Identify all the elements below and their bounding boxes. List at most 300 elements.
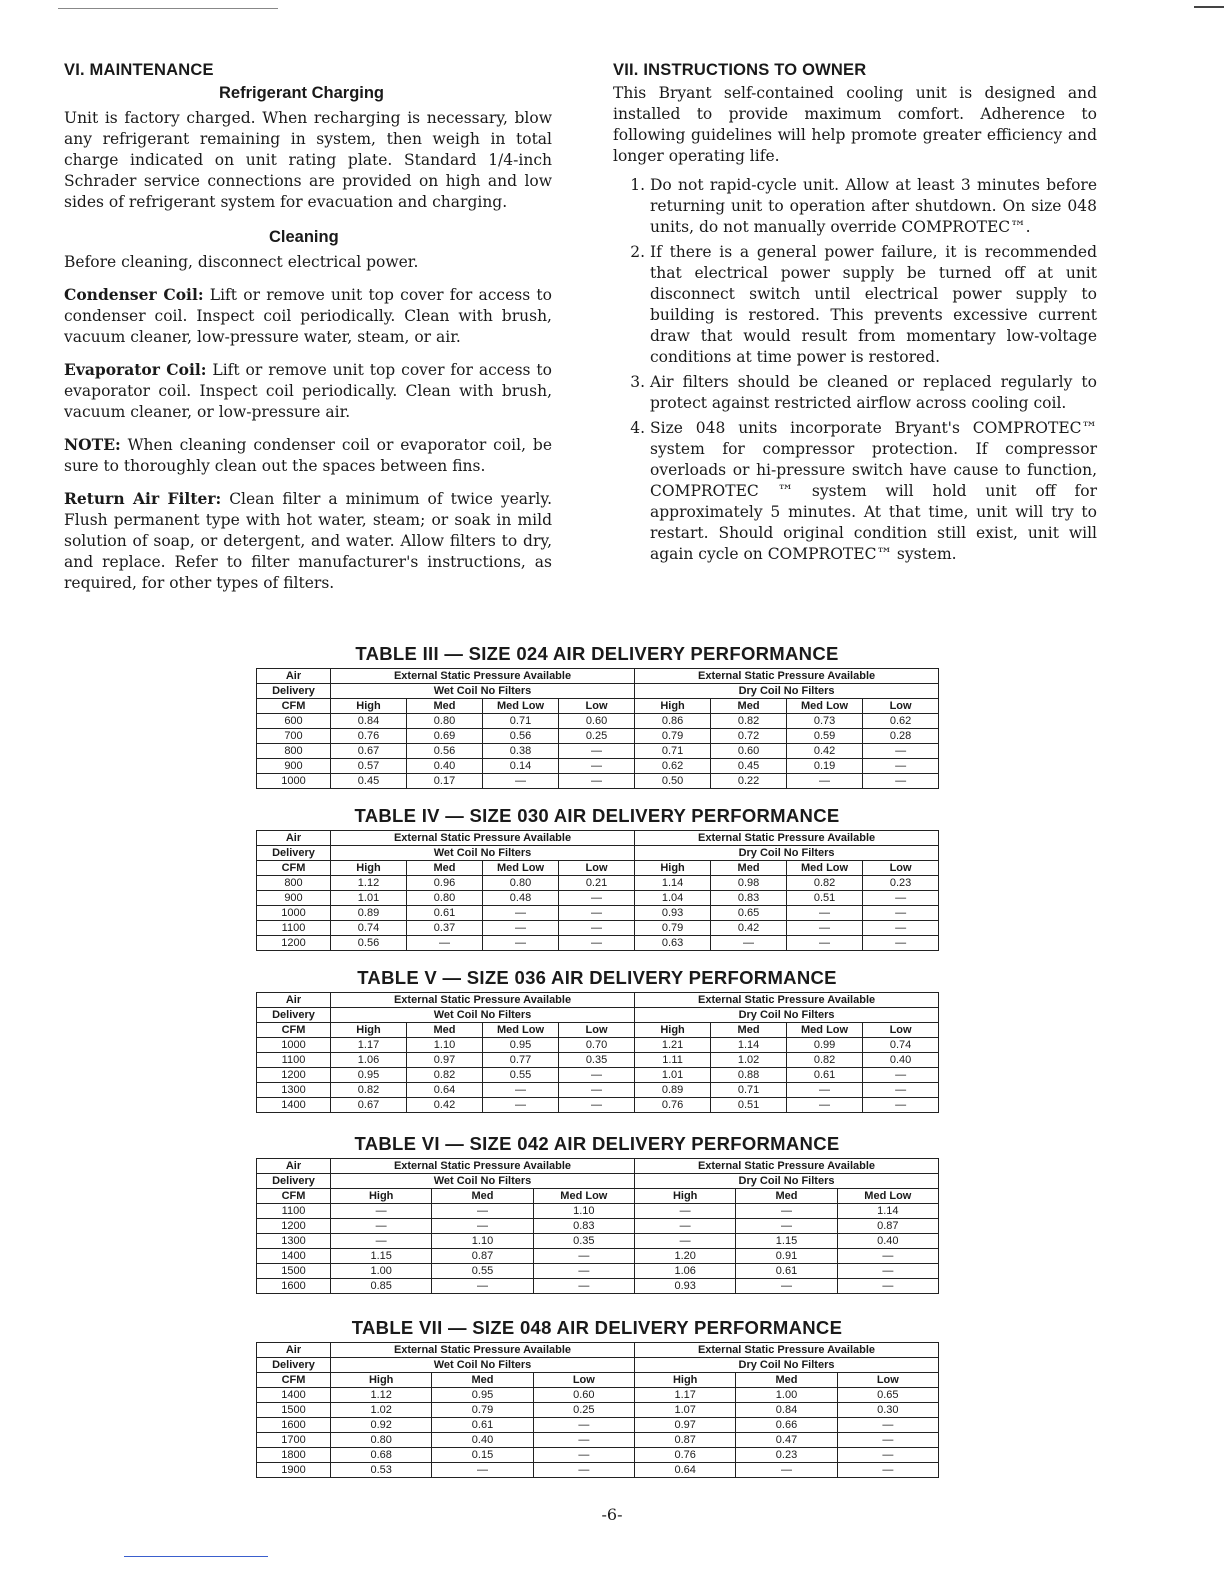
header-dry-coil: Dry Coil No Filters <box>635 846 939 861</box>
pressure-cell: — <box>863 744 939 759</box>
header-speed: Low <box>559 861 635 876</box>
pressure-cell: 0.64 <box>635 1463 736 1478</box>
header-row <box>257 861 939 876</box>
pressure-cell: — <box>837 1418 938 1433</box>
table-row <box>257 1068 939 1083</box>
pressure-cell: — <box>331 1219 432 1234</box>
filter-lead: Return Air Filter: <box>64 489 222 508</box>
header-speed: Med <box>711 861 787 876</box>
header-row <box>257 1358 939 1373</box>
pressure-cell: 1.14 <box>837 1204 938 1219</box>
pressure-cell: 1.01 <box>331 891 407 906</box>
pressure-cell: — <box>787 774 863 789</box>
header-dry-coil: Dry Coil No Filters <box>635 1358 939 1373</box>
pressure-cell: 0.60 <box>711 744 787 759</box>
pressure-cell: 0.67 <box>331 1098 407 1113</box>
pressure-cell: 0.76 <box>635 1098 711 1113</box>
header-speed: Med Low <box>483 1023 559 1038</box>
pressure-cell: 0.97 <box>635 1418 736 1433</box>
pressure-cell: 0.61 <box>736 1264 837 1279</box>
pressure-cell: 0.87 <box>635 1433 736 1448</box>
pressure-cell: 0.62 <box>635 759 711 774</box>
cfm-cell: 1500 <box>257 1403 331 1418</box>
table-row <box>257 1433 939 1448</box>
header-wet-coil: Wet Coil No Filters <box>331 1174 635 1189</box>
pressure-cell: 0.80 <box>407 714 483 729</box>
list-item: 3. Air filters should be cleaned or replaced regularly to protect against restricted airflow across cooling coil. <box>650 372 1097 414</box>
pressure-cell: 0.83 <box>711 891 787 906</box>
header-speed: Med Low <box>837 1189 938 1204</box>
pressure-cell: 0.60 <box>533 1388 634 1403</box>
header-speed: Med Low <box>483 861 559 876</box>
header-speed: Med Low <box>787 1023 863 1038</box>
condenser-lead: Condenser Coil: <box>64 285 204 304</box>
pressure-cell: — <box>863 1083 939 1098</box>
header-speed: Med Low <box>787 861 863 876</box>
pressure-cell: 0.22 <box>711 774 787 789</box>
note-paragraph <box>64 434 552 477</box>
header-speed: Low <box>863 1023 939 1038</box>
pressure-cell: 0.57 <box>331 759 407 774</box>
pressure-cell: — <box>483 1098 559 1113</box>
pressure-cell: 0.60 <box>559 714 635 729</box>
header-row <box>257 993 939 1008</box>
evaporator-paragraph <box>64 359 552 423</box>
header-air: Air <box>257 1159 331 1174</box>
pressure-cell: 0.15 <box>432 1448 533 1463</box>
table-row <box>257 1234 939 1249</box>
pressure-cell: — <box>533 1448 634 1463</box>
instructions-section <box>613 60 1097 569</box>
pressure-cell: 0.14 <box>483 759 559 774</box>
cfm-cell: 1000 <box>257 1038 331 1053</box>
pressure-cell: 0.42 <box>711 921 787 936</box>
pressure-cell: 0.70 <box>559 1038 635 1053</box>
header-speed: Low <box>863 861 939 876</box>
pressure-cell: — <box>863 921 939 936</box>
pressure-cell: 1.02 <box>711 1053 787 1068</box>
pressure-cell: — <box>331 1204 432 1219</box>
pressure-cell: 0.35 <box>533 1234 634 1249</box>
pressure-cell: 0.35 <box>559 1053 635 1068</box>
pressure-cell: 0.40 <box>863 1053 939 1068</box>
header-esp-dry: External Static Pressure Available <box>635 1159 939 1174</box>
header-row <box>257 1159 939 1174</box>
cfm-cell: 1200 <box>257 1219 331 1234</box>
pressure-cell: 1.12 <box>331 876 407 891</box>
scan-artifact-line <box>1194 6 1224 8</box>
pressure-cell: 0.48 <box>483 891 559 906</box>
header-delivery: Delivery <box>257 1008 331 1023</box>
pressure-cell: 1.15 <box>331 1249 432 1264</box>
table-row <box>257 1388 939 1403</box>
cfm-cell: 800 <box>257 876 331 891</box>
header-dry-coil: Dry Coil No Filters <box>635 1008 939 1023</box>
pressure-cell: — <box>736 1219 837 1234</box>
pressure-cell: — <box>559 1068 635 1083</box>
pressure-cell: — <box>533 1264 634 1279</box>
pressure-cell: 0.82 <box>787 1053 863 1068</box>
pressure-cell: 0.84 <box>736 1403 837 1418</box>
pressure-cell: 0.80 <box>331 1433 432 1448</box>
table-row <box>257 1418 939 1433</box>
table-title: TABLE III — SIZE 024 AIR DELIVERY PERFORMANCE <box>355 643 839 664</box>
header-row <box>257 1373 939 1388</box>
header-speed: Med <box>711 1023 787 1038</box>
header-speed: Low <box>533 1373 634 1388</box>
cfm-cell: 800 <box>257 744 331 759</box>
header-delivery: Delivery <box>257 1358 331 1373</box>
pressure-cell: — <box>711 936 787 951</box>
pressure-cell: 1.06 <box>331 1053 407 1068</box>
pressure-cell: 0.23 <box>736 1448 837 1463</box>
scan-artifact-line <box>58 8 278 9</box>
pressure-cell: — <box>533 1433 634 1448</box>
pressure-cell: 1.10 <box>432 1234 533 1249</box>
pressure-cell: 0.25 <box>533 1403 634 1418</box>
cleaning-intro: Before cleaning, disconnect electrical power. <box>64 253 419 271</box>
list-item: 2. If there is a general power failure, it is recommended that electrical power supply be turned off at unit disconnect switch until electrical power supply to building is restored. This prevents excessive current draw that would result from momentary low-voltage conditions at time power is restored. <box>650 242 1097 368</box>
pressure-cell: 0.19 <box>787 759 863 774</box>
pressure-cell: 0.89 <box>635 1083 711 1098</box>
pressure-cell: 1.15 <box>736 1234 837 1249</box>
header-row <box>257 1189 939 1204</box>
pressure-cell: 0.95 <box>483 1038 559 1053</box>
header-esp-dry: External Static Pressure Available <box>635 831 939 846</box>
header-air: Air <box>257 1343 331 1358</box>
pressure-cell: — <box>559 1083 635 1098</box>
table-row <box>257 759 939 774</box>
header-esp-dry: External Static Pressure Available <box>635 993 939 1008</box>
header-speed: Med <box>407 1023 483 1038</box>
pressure-cell: 0.89 <box>331 906 407 921</box>
pressure-cell: — <box>863 906 939 921</box>
header-delivery: Delivery <box>257 684 331 699</box>
pressure-cell: 1.07 <box>635 1403 736 1418</box>
table-row <box>257 1038 939 1053</box>
pressure-cell: 1.06 <box>635 1264 736 1279</box>
pressure-cell: 0.71 <box>711 1083 787 1098</box>
pressure-cell: 0.40 <box>432 1433 533 1448</box>
pressure-cell: 0.51 <box>711 1098 787 1113</box>
header-esp-dry: External Static Pressure Available <box>635 669 939 684</box>
table-row <box>257 876 939 891</box>
pressure-cell: — <box>635 1219 736 1234</box>
header-air: Air <box>257 831 331 846</box>
pressure-cell: 0.66 <box>736 1418 837 1433</box>
pressure-cell: 0.96 <box>407 876 483 891</box>
pressure-cell: 0.17 <box>407 774 483 789</box>
table-row <box>257 1249 939 1264</box>
pressure-cell: 0.62 <box>863 714 939 729</box>
header-delivery: Delivery <box>257 846 331 861</box>
header-speed: Med <box>711 699 787 714</box>
instructions-intro: This Bryant self-contained cooling unit is designed and installed to provide maximum comfort. Adherence to following guidelines will help promote greater efficiency and longer operating life. <box>613 84 1097 165</box>
cfm-cell: 1800 <box>257 1448 331 1463</box>
pressure-cell: 0.83 <box>533 1219 634 1234</box>
performance-table-block <box>256 1132 938 1294</box>
air-delivery-table <box>256 830 939 951</box>
header-speed: High <box>635 699 711 714</box>
header-row <box>257 846 939 861</box>
pressure-cell: 0.99 <box>787 1038 863 1053</box>
header-row <box>257 684 939 699</box>
list-item: 4. Size 048 units incorporate Bryant's COMPROTEC™ system for compressor protection. If compressor overloads or hi-pressure switch have cause to function, COMPROTEC ™ system will hold unit off for approximately 5 minutes. At that time, unit will try to restart. Should original condition still exist, unit will again cycle on COMPROTEC™ system. <box>650 418 1097 565</box>
header-cfm: CFM <box>257 861 331 876</box>
list-item: 1. Do not rapid-cycle unit. Allow at least 3 minutes before returning unit to operation after shutdown. On size 048 units, do not manually override COMPROTEC™. <box>650 175 1097 238</box>
pressure-cell: 1.00 <box>736 1388 837 1403</box>
header-speed: Med <box>407 861 483 876</box>
table-row <box>257 1279 939 1294</box>
pressure-cell: — <box>837 1279 938 1294</box>
header-esp-wet: External Static Pressure Available <box>331 993 635 1008</box>
header-wet-coil: Wet Coil No Filters <box>331 1358 635 1373</box>
cfm-cell: 1200 <box>257 1068 331 1083</box>
header-speed: High <box>331 861 407 876</box>
pressure-cell: — <box>483 1083 559 1098</box>
pressure-cell: — <box>837 1433 938 1448</box>
pressure-cell: 0.65 <box>711 906 787 921</box>
pressure-cell: — <box>559 906 635 921</box>
cfm-cell: 1600 <box>257 1279 331 1294</box>
pressure-cell: 0.63 <box>635 936 711 951</box>
pressure-cell: 0.37 <box>407 921 483 936</box>
cfm-cell: 1700 <box>257 1433 331 1448</box>
pressure-cell: — <box>432 1463 533 1478</box>
pressure-cell: 0.95 <box>331 1068 407 1083</box>
header-speed: Med Low <box>533 1189 634 1204</box>
header-speed: High <box>635 1023 711 1038</box>
pressure-cell: — <box>407 936 483 951</box>
table-row <box>257 1403 939 1418</box>
pressure-cell: 0.42 <box>407 1098 483 1113</box>
pressure-cell: 0.40 <box>407 759 483 774</box>
header-speed: Med <box>736 1189 837 1204</box>
pressure-cell: 0.72 <box>711 729 787 744</box>
pressure-cell: — <box>483 774 559 789</box>
cfm-cell: 1200 <box>257 936 331 951</box>
table-row <box>257 936 939 951</box>
header-row <box>257 669 939 684</box>
pressure-cell: 0.82 <box>711 714 787 729</box>
performance-table-block <box>256 804 938 951</box>
header-wet-coil: Wet Coil No Filters <box>331 684 635 699</box>
pressure-cell: 0.80 <box>407 891 483 906</box>
table-row <box>257 1264 939 1279</box>
cfm-cell: 700 <box>257 729 331 744</box>
condenser-paragraph <box>64 284 552 348</box>
pressure-cell: 0.45 <box>711 759 787 774</box>
table-row <box>257 1204 939 1219</box>
pressure-cell: — <box>533 1418 634 1433</box>
pressure-cell: 0.56 <box>331 936 407 951</box>
performance-table-block <box>256 1316 938 1478</box>
pressure-cell: 1.12 <box>331 1388 432 1403</box>
cfm-cell: 1400 <box>257 1098 331 1113</box>
cfm-cell: 1400 <box>257 1388 331 1403</box>
air-delivery-table <box>256 668 939 789</box>
table-row <box>257 1098 939 1113</box>
pressure-cell: — <box>559 891 635 906</box>
pressure-cell: — <box>736 1463 837 1478</box>
header-speed: High <box>331 699 407 714</box>
pressure-cell: 0.74 <box>863 1038 939 1053</box>
table-title: TABLE VII — SIZE 048 AIR DELIVERY PERFORMANCE <box>351 1317 843 1338</box>
header-cfm: CFM <box>257 1189 331 1204</box>
pressure-cell: 0.88 <box>711 1068 787 1083</box>
header-speed: Med Low <box>483 699 559 714</box>
pressure-cell: 0.64 <box>407 1083 483 1098</box>
pressure-cell: 0.71 <box>483 714 559 729</box>
pressure-cell: 0.76 <box>635 1448 736 1463</box>
pressure-cell: 0.65 <box>837 1388 938 1403</box>
note-text: When cleaning condenser coil or evaporator coil, be sure to thoroughly clean out the spaces between fins. <box>64 436 552 475</box>
table-title: TABLE V — SIZE 036 AIR DELIVERY PERFORMANCE <box>357 967 837 988</box>
pressure-cell: 1.20 <box>635 1249 736 1264</box>
condenser-text: Lift or remove unit top cover for access to condenser coil. Inspect coil periodically. Clean with brush, vacuum cleaner, low-pressure water, steam, or air. <box>64 286 552 346</box>
pressure-cell: — <box>559 774 635 789</box>
pressure-cell: 1.14 <box>711 1038 787 1053</box>
evaporator-text: Lift or remove unit top cover for access to evaporator coil. Inspect coil periodically. Clean with brush, vacuum cleaner, or low-pressure air. <box>64 361 552 421</box>
pressure-cell: — <box>837 1463 938 1478</box>
pressure-cell: 0.87 <box>837 1219 938 1234</box>
pressure-cell: — <box>787 1098 863 1113</box>
table-row <box>257 1219 939 1234</box>
pressure-cell: 0.86 <box>635 714 711 729</box>
pressure-cell: 0.56 <box>407 744 483 759</box>
header-speed: Low <box>559 1023 635 1038</box>
pressure-cell: 0.56 <box>483 729 559 744</box>
pressure-cell: — <box>635 1234 736 1249</box>
pressure-cell: — <box>863 936 939 951</box>
pressure-cell: — <box>559 1098 635 1113</box>
header-row <box>257 1174 939 1189</box>
scan-artifact-line <box>124 1556 268 1557</box>
header-speed: High <box>635 861 711 876</box>
table-row <box>257 921 939 936</box>
header-speed: High <box>635 1189 736 1204</box>
pressure-cell: — <box>787 921 863 936</box>
header-row <box>257 1023 939 1038</box>
pressure-cell: 0.61 <box>787 1068 863 1083</box>
cfm-cell: 1600 <box>257 1418 331 1433</box>
header-esp-wet: External Static Pressure Available <box>331 1159 635 1174</box>
header-air: Air <box>257 669 331 684</box>
pressure-cell: 0.87 <box>432 1249 533 1264</box>
pressure-cell: — <box>432 1279 533 1294</box>
air-delivery-table <box>256 1342 939 1478</box>
table-title: TABLE IV — SIZE 030 AIR DELIVERY PERFORMANCE <box>354 805 840 826</box>
pressure-cell: 0.61 <box>432 1418 533 1433</box>
pressure-cell: 0.98 <box>711 876 787 891</box>
pressure-cell: 0.79 <box>635 729 711 744</box>
pressure-cell: 1.17 <box>635 1388 736 1403</box>
table-row <box>257 1463 939 1478</box>
pressure-cell: — <box>483 921 559 936</box>
header-row <box>257 1008 939 1023</box>
pressure-cell: — <box>837 1249 938 1264</box>
header-esp-wet: External Static Pressure Available <box>331 669 635 684</box>
pressure-cell: 0.82 <box>787 876 863 891</box>
page-number: -6- <box>601 1505 623 1524</box>
header-speed: High <box>331 1023 407 1038</box>
cfm-cell: 1000 <box>257 774 331 789</box>
header-speed: High <box>331 1373 432 1388</box>
pressure-cell: 0.53 <box>331 1463 432 1478</box>
cfm-cell: 900 <box>257 891 331 906</box>
instructions-list <box>613 175 1097 565</box>
maintenance-heading: VI. MAINTENANCE <box>64 61 214 79</box>
pressure-cell: — <box>837 1264 938 1279</box>
pressure-cell: 0.68 <box>331 1448 432 1463</box>
pressure-cell: 0.80 <box>483 876 559 891</box>
pressure-cell: 0.42 <box>787 744 863 759</box>
pressure-cell: 0.74 <box>331 921 407 936</box>
evaporator-lead: Evaporator Coil: <box>64 360 207 379</box>
cfm-cell: 1100 <box>257 921 331 936</box>
header-cfm: CFM <box>257 699 331 714</box>
pressure-cell: — <box>736 1204 837 1219</box>
pressure-cell: 1.02 <box>331 1403 432 1418</box>
pressure-cell: — <box>787 906 863 921</box>
pressure-cell: 0.51 <box>787 891 863 906</box>
pressure-cell: 0.93 <box>635 1279 736 1294</box>
maintenance-section <box>64 60 552 605</box>
pressure-cell: 0.71 <box>635 744 711 759</box>
pressure-cell: 0.79 <box>432 1403 533 1418</box>
pressure-cell: — <box>736 1279 837 1294</box>
refrigerant-paragraph: Unit is factory charged. When recharging is necessary, blow any refrigerant remaining in system, then weigh in total charge indicated on unit rating plate. Standard 1/4-inch Schrader service connections are provided on high and low sides of refrigerant system for evacuation and charging. <box>64 109 552 211</box>
header-esp-wet: External Static Pressure Available <box>331 831 635 846</box>
header-cfm: CFM <box>257 1023 331 1038</box>
pressure-cell: — <box>559 936 635 951</box>
header-row <box>257 1343 939 1358</box>
pressure-cell: — <box>533 1249 634 1264</box>
cfm-cell: 1400 <box>257 1249 331 1264</box>
table-row <box>257 744 939 759</box>
header-wet-coil: Wet Coil No Filters <box>331 1008 635 1023</box>
pressure-cell: — <box>863 1098 939 1113</box>
cfm-cell: 1900 <box>257 1463 331 1478</box>
header-speed: High <box>331 1189 432 1204</box>
header-dry-coil: Dry Coil No Filters <box>635 1174 939 1189</box>
pressure-cell: — <box>559 759 635 774</box>
pressure-cell: 1.11 <box>635 1053 711 1068</box>
table-row <box>257 891 939 906</box>
header-speed: Med <box>432 1189 533 1204</box>
pressure-cell: — <box>837 1448 938 1463</box>
pressure-cell: — <box>863 891 939 906</box>
pressure-cell: 0.82 <box>331 1083 407 1098</box>
header-speed: Low <box>837 1373 938 1388</box>
cfm-cell: 1500 <box>257 1264 331 1279</box>
pressure-cell: 0.97 <box>407 1053 483 1068</box>
air-delivery-table <box>256 1158 939 1294</box>
pressure-cell: — <box>533 1279 634 1294</box>
cfm-cell: 1100 <box>257 1053 331 1068</box>
header-speed: Low <box>863 699 939 714</box>
pressure-cell: 0.25 <box>559 729 635 744</box>
pressure-cell: 1.04 <box>635 891 711 906</box>
pressure-cell: — <box>483 936 559 951</box>
pressure-cell: 0.40 <box>837 1234 938 1249</box>
table-row <box>257 729 939 744</box>
performance-table-block <box>256 642 938 789</box>
pressure-cell: — <box>483 906 559 921</box>
pressure-cell: 1.14 <box>635 876 711 891</box>
filter-text: Clean filter a minimum of twice yearly. Flush permanent type with hot water, steam; or soak in mild solution of soap, or detergent, and water. Allow filters to dry, and replace. Refer to filter manufacturer's instructions, as required, for other types of filters. <box>64 490 553 592</box>
air-delivery-table <box>256 992 939 1113</box>
